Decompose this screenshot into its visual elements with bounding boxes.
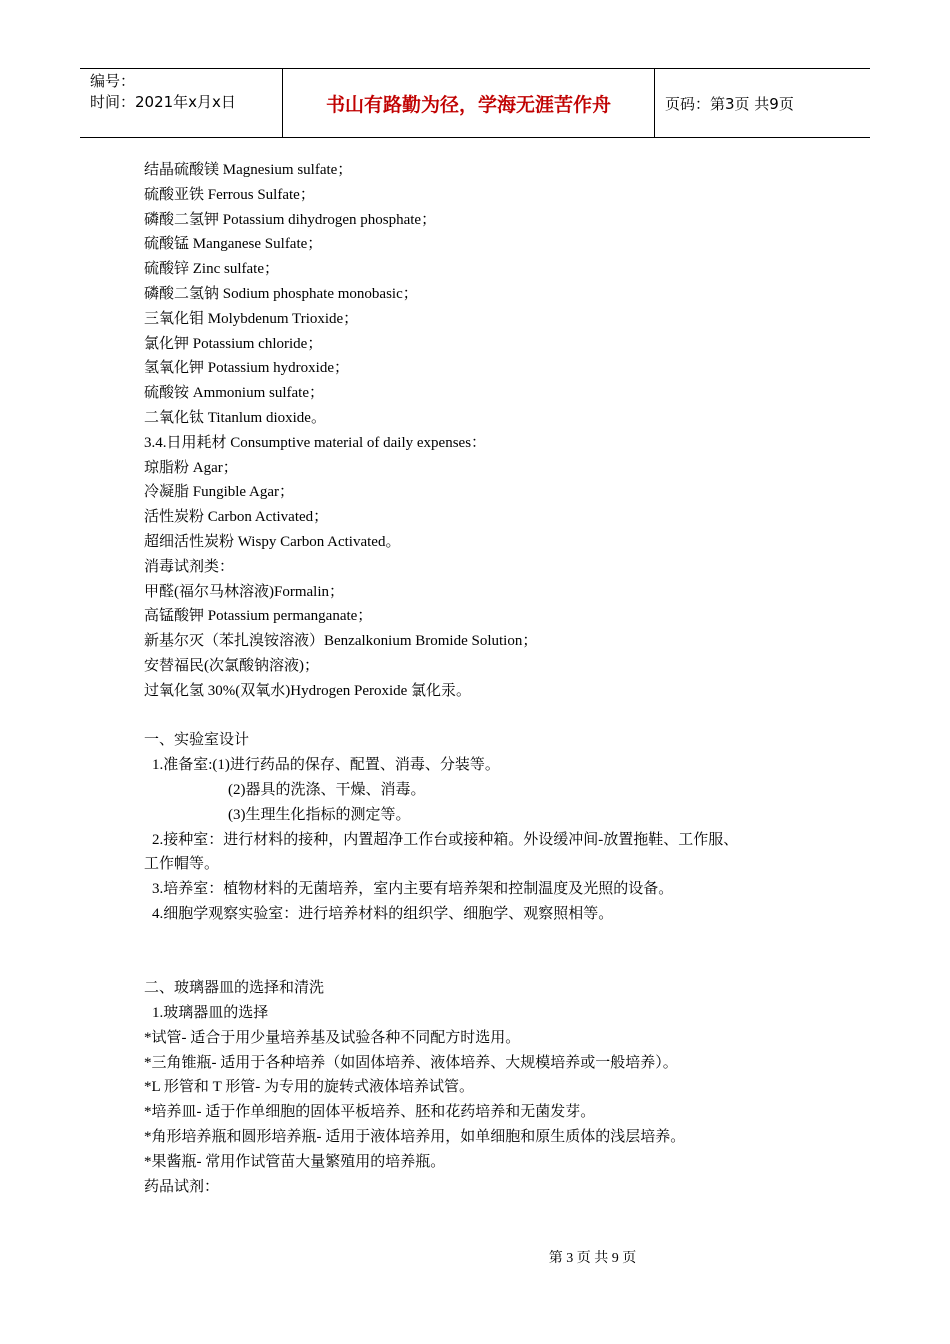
text-line: *L 形管和 T 形管- 为专用的旋转式液体培养试管。 [144,1079,474,1096]
header-page-info: 页码：第3页 共9页 [665,94,794,113]
text-line: 硫酸亚铁 Ferrous Sulfate； [144,186,315,203]
text-line: 1.玻璃器皿的选择 [152,1005,269,1022]
text-line: 超细活性炭粉 Wispy Carbon Activated。 [144,533,401,550]
text-line: *角形培养瓶和圆形培养瓶- 适用于液体培养用，如单细胞和原生质体的浅层培养。 [144,1129,686,1146]
text-line: *试管- 适合于用少量培养基及试验各种不同配方时选用。 [144,1029,521,1046]
text-line: 3.4.日用耗材 Consumptive material of daily expenses： [144,434,487,451]
text-line: 结晶硫酸镁 Magnesium sulfate； [144,162,353,178]
page-footer [0,1247,950,1267]
text-line: 磷酸二氢钾 Potassium dihydrogen phosphate； [144,211,437,228]
text-line: 甲醛(福尔马林溶液)Formalin； [144,583,344,600]
text-line: 3.培养室：植物材料的无菌培养，室内主要有培养架和控制温度及光照的设备。 [152,881,674,898]
text-line: *果酱瓶- 常用作试管苗大量繁殖用的培养瓶。 [144,1153,446,1170]
document-time-label: 时间：2021年x月x日 [90,93,236,111]
text-line: 活性炭粉 Carbon Activated； [144,509,329,526]
page-header [80,68,870,138]
header-meta [80,69,282,137]
text-line: 三氧化钼 Molybdenum Trioxide； [144,310,359,327]
text-line: 2.接种室：进行材料的接种，内置超净工作台或接种箱。外设缓冲间-放置拖鞋、工作服、 [152,831,739,848]
text-line: *培养皿- 适于作单细胞的固体平板培养、胚和花药培养和无菌发芽。 [144,1104,596,1121]
text-line: (2)器具的洗涤、干燥、消毒。 [228,781,426,798]
text-line: 氯化钾 Potassium chloride； [144,335,323,352]
text-line: 消毒试剂类： [144,558,235,575]
text-line: (3)生理生化指标的测定等。 [228,806,411,823]
text-line: 冷凝脂 Fungible Agar； [144,484,294,501]
text-line: 磷酸二氢钠 Sodium phosphate monobasic； [144,285,418,302]
text-line: 硫酸锰 Manganese Sulfate； [144,236,323,253]
text-line: 工作帽等。 [144,856,220,873]
text-line [144,952,834,977]
text-line: 氢氧化钾 Potassium hydroxide； [144,360,349,377]
text-line: 硫酸铵 Ammonium sulfate； [144,385,324,402]
document-body [144,158,834,1199]
text-line [144,704,834,729]
text-line: 过氧化氢 30%(双氧水)Hydrogen Peroxide 氯化汞。 [144,682,472,699]
text-line: 药品试剂： [144,1178,220,1195]
text-line: 高锰酸钾 Potassium permanganate； [144,608,373,625]
text-line: 1.准备室:(1)进行药品的保存、配置、消毒、分装等。 [152,757,500,774]
text-line: 一、实验室设计 [144,732,250,749]
text-line: 安替福民(次氯酸钠溶液)； [144,657,319,674]
text-line: 4.细胞学观察实验室：进行培养材料的组织学、细胞学、观察照相等。 [152,905,614,922]
text-line: 琼脂粉 Agar； [144,459,238,476]
document-number-label: 编号： [90,72,136,90]
text-line: 新基尔灭（苯扎溴铵溶液）Benzalkonium Bromide Solution； [144,633,538,650]
text-line: *三角锥瓶- 适用于各种培养（如固体培养、液体培养、大规模培养或一般培养）。 [144,1054,678,1071]
text-line: 二氧化钛 Titanlum dioxide。 [144,409,326,426]
header-motto: 书山有路勤为径，学海无涯苦作舟 [282,69,655,137]
text-line: 二、玻璃器皿的选择和清洗 [144,980,325,997]
text-line [144,927,834,952]
footer-page-number: 第 3 页 共 9 页 [548,1251,637,1266]
text-line: 硫酸锌 Zinc sulfate； [144,261,279,278]
